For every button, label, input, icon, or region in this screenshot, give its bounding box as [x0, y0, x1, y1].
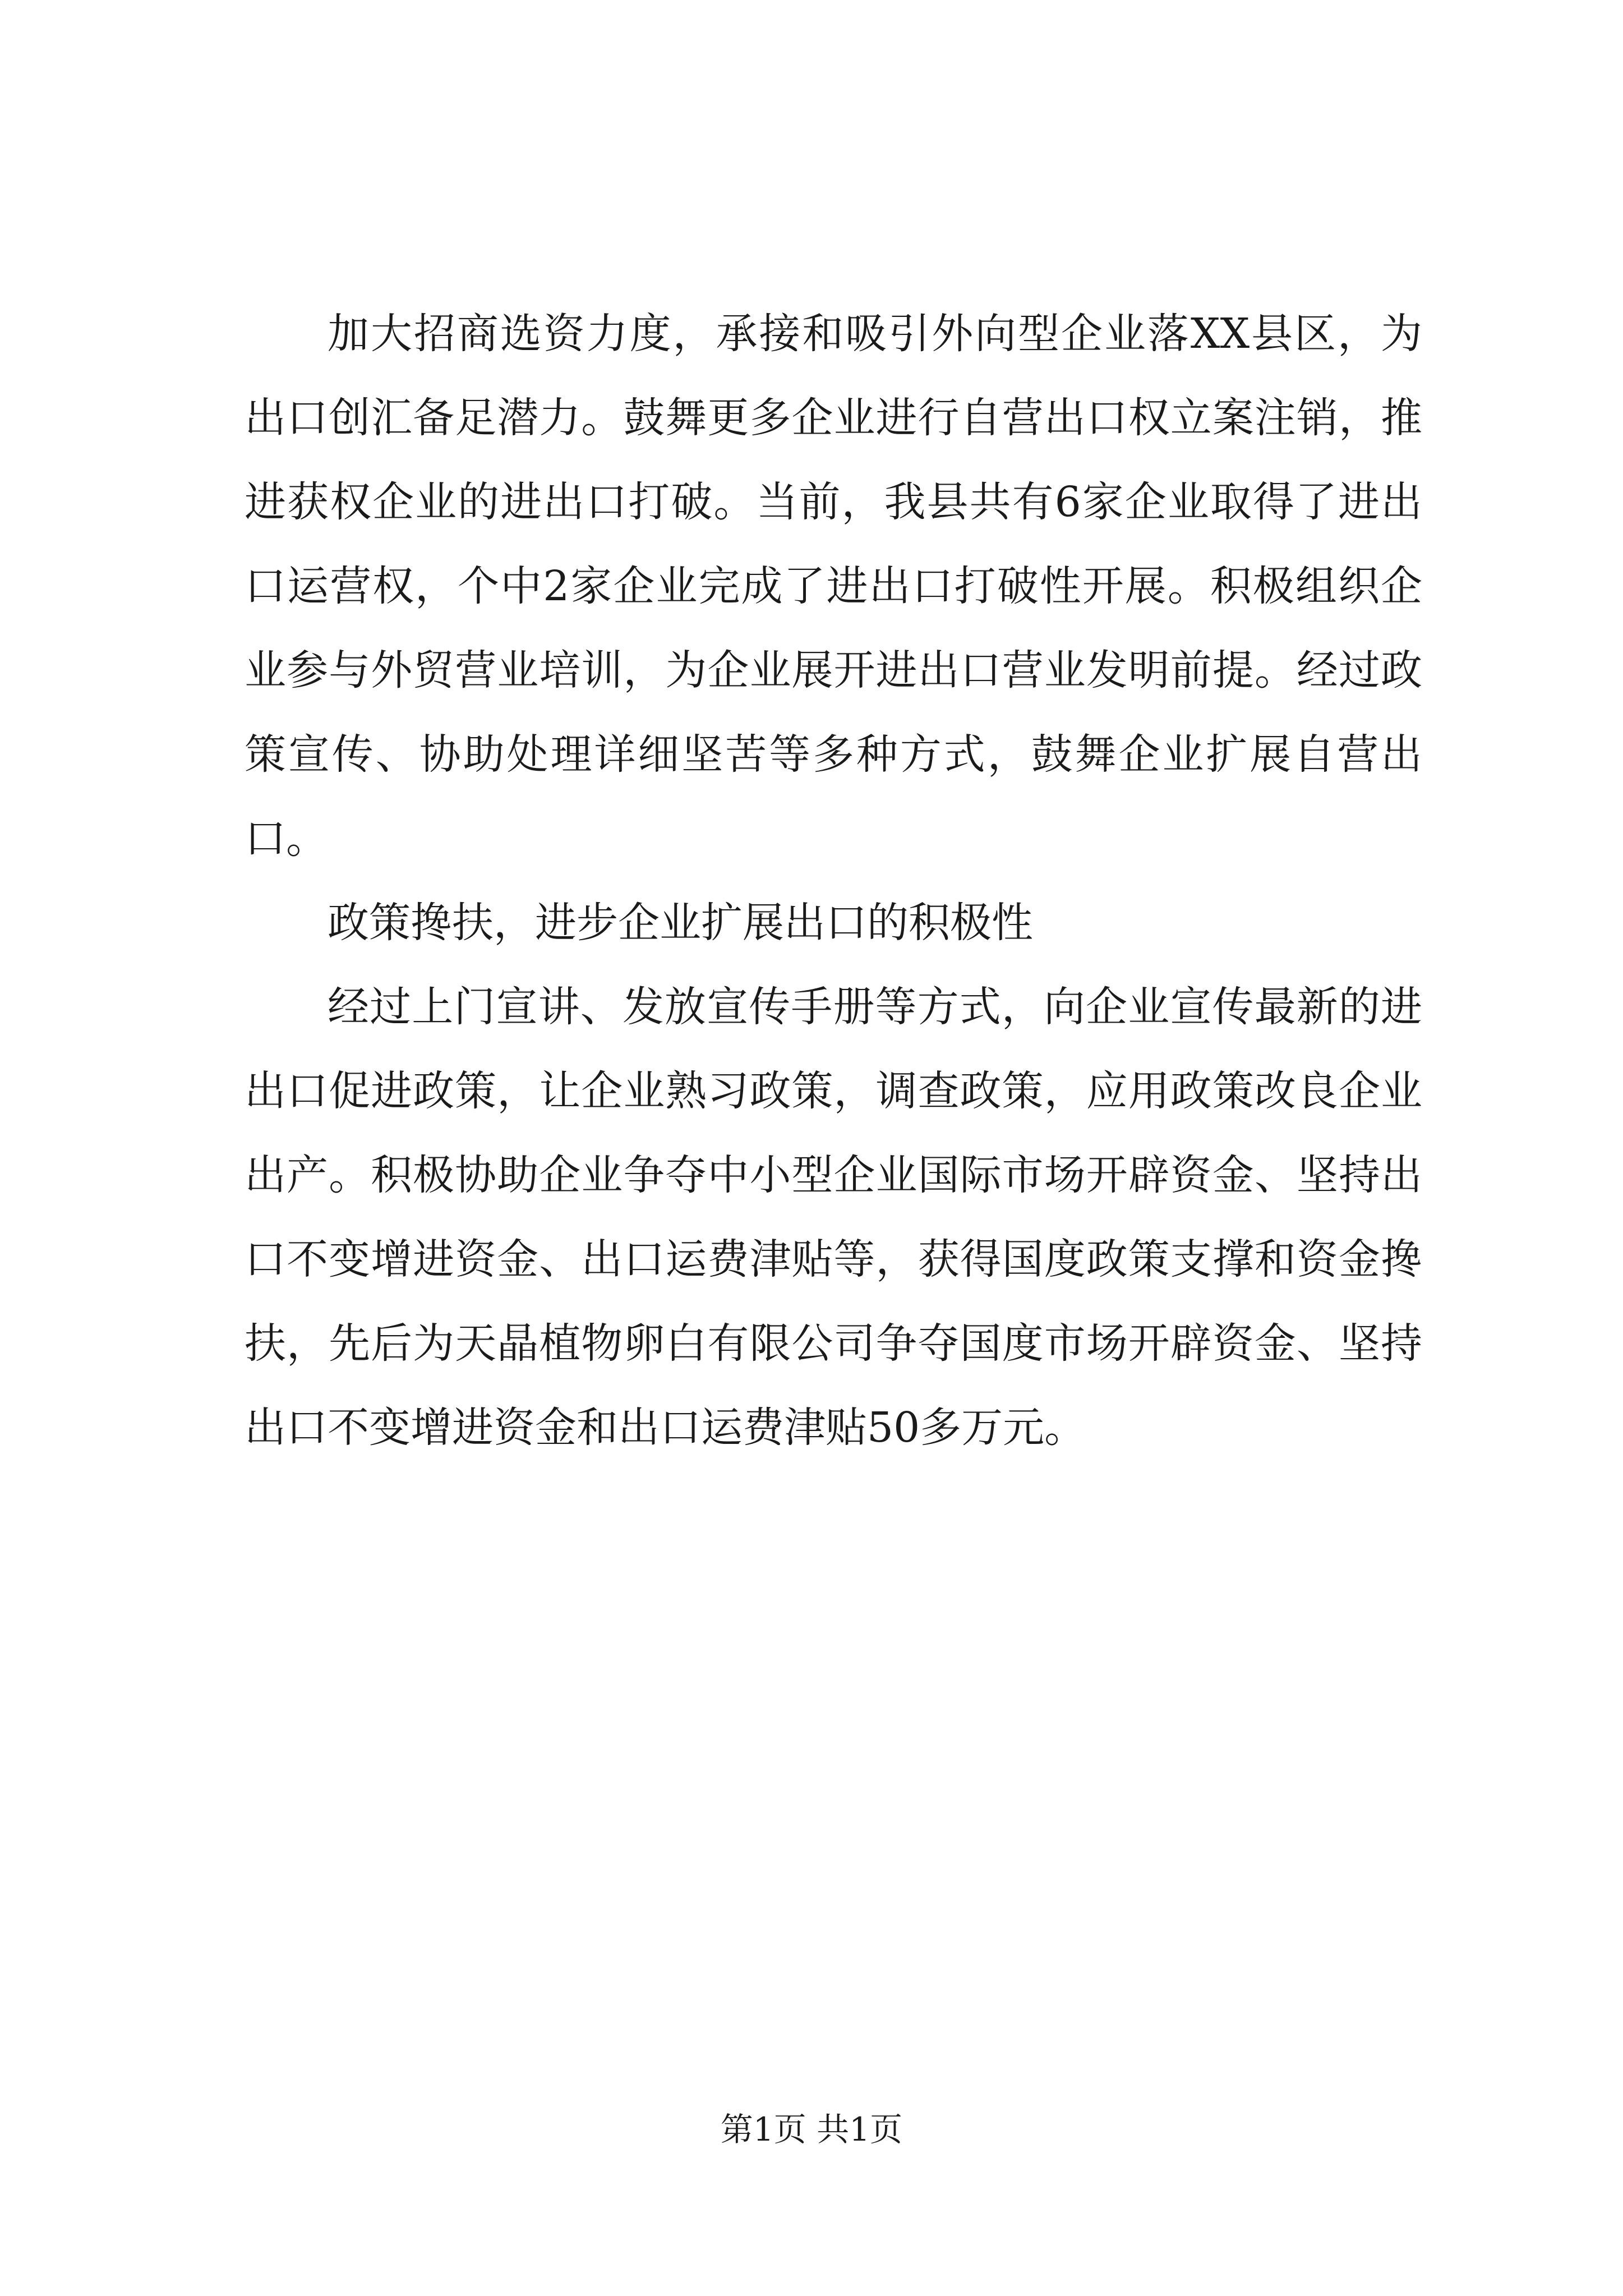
paragraph-policy-heading: 政策搀扶，进步企业扩展出口的积极性 — [328, 899, 1033, 947]
paragraph-policy-support: 经过上门宣讲、发放宣传手册等方式，向企业宣传最新的进出口促进政策，让企业熟习政策，调查政策，应用政策改良企业出产。积极协助企业争夺中小型企业国际市场开辟资金、坚持出口不变增进资金、出口运费津贴等，获得国度政策支撑和资金搀扶，先后为天晶植物卵白有限公司争夺国度市场开辟资金、坚持出口不变增进资金和出口运费津贴50多万元。 — [245, 983, 1422, 1452]
page-footer: 第1页 共1页 — [720, 2110, 903, 2148]
paragraph-attract-investment: 加大招商选资力度，承接和吸引外向型企业落XX县区，为出口创汇备足潜力。鼓舞更多企业进行自营出口权立案注销，推进获权企业的进出口打破。当前，我县共有6家企业取得了进出口运营权，个中2家企业完成了进出口打破性开展。积极组织企业参与外贸营业培训，为企业展开进出口营业发明前提。经过政策宣传、协助处理详细坚苦等多种方式，鼓舞企业扩展自营出口。 — [245, 310, 1422, 863]
document-body — [245, 292, 1422, 1470]
